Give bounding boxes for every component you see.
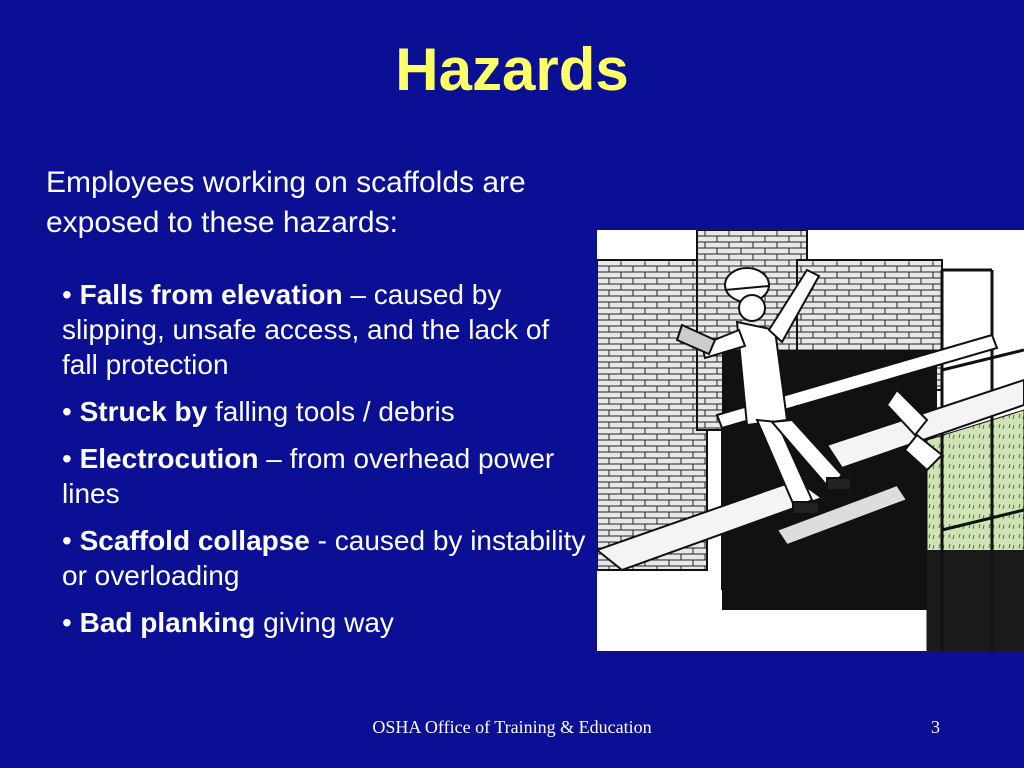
slide-title: Hazards [395, 36, 629, 103]
intro-line-2: exposed to these hazards: [46, 206, 398, 239]
hazard-detail-collapse: - caused by instability or overloading [62, 525, 586, 591]
hazard-title-collapse: Scaffold collapse [79, 525, 310, 556]
hazard-title-electrocution: Electrocution [79, 443, 259, 474]
bullet-marker: • [62, 396, 72, 427]
hazard-item-struck [62, 394, 592, 429]
hazard-title-falls: Falls from elevation [79, 279, 343, 310]
hazard-item-falls [62, 277, 592, 382]
bullet-marker: • [62, 607, 72, 638]
intro-line-1: Employees working on scaffolds are [46, 166, 526, 199]
hazard-item-collapse [62, 523, 592, 593]
intro-text [46, 163, 606, 243]
hazard-title-struck: Struck by [79, 396, 208, 427]
hazard-detail-electrocution: – from overhead power lines [62, 443, 555, 509]
hazard-title-planking: Bad planking [79, 607, 256, 638]
hazard-detail-falls: – caused by slipping, unsafe access, and the lack of fall protection [62, 279, 550, 380]
bullet-marker: • [62, 525, 72, 556]
bullet-marker: • [62, 279, 72, 310]
bullet-marker: • [62, 443, 72, 474]
hazard-detail-struck: falling tools / debris [207, 396, 455, 427]
hazard-detail-planking: giving way [255, 607, 394, 638]
hazard-list [62, 277, 592, 652]
hazard-item-planking [62, 605, 592, 640]
hazard-item-electrocution [62, 441, 592, 511]
scaffold-fall-illustration [597, 230, 1024, 651]
footer-text: OSHA Office of Training & Education [372, 717, 652, 737]
page-number: 3 [931, 717, 940, 737]
